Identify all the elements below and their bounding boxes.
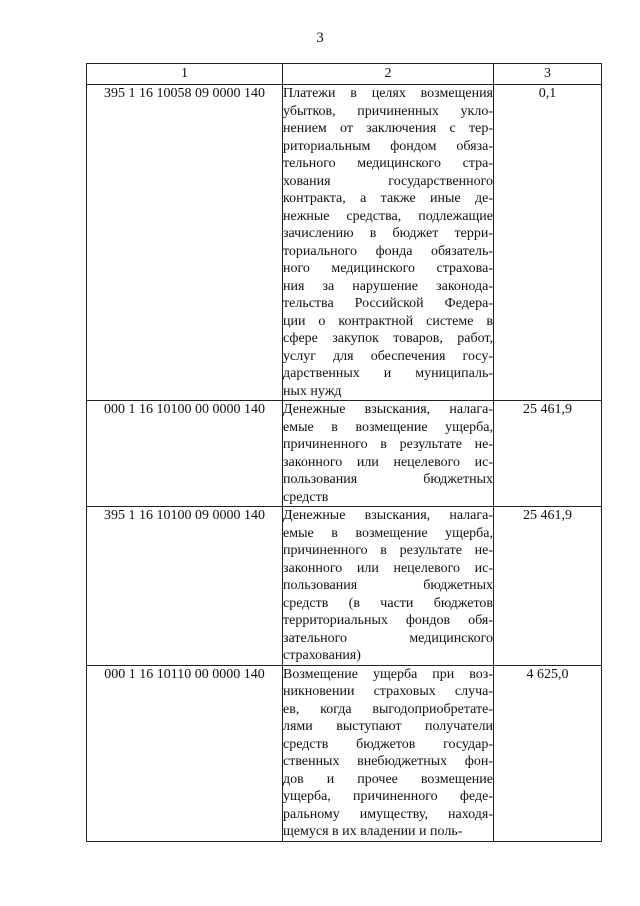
description-line: лями выступают получатели bbox=[283, 719, 493, 734]
description-line: ториального фонда обязатель- bbox=[283, 243, 493, 259]
description-line: Возмещение ущерба при воз- bbox=[283, 666, 493, 682]
description-line: тельства Российской Федера- bbox=[283, 296, 493, 311]
description-line: контракта, а также иные де- bbox=[283, 191, 493, 206]
description-line: причиненного в результате не- bbox=[283, 437, 493, 452]
column-header-code: 1 bbox=[87, 64, 283, 85]
table-row bbox=[87, 507, 602, 666]
table-header-row bbox=[87, 64, 602, 85]
description-line: территориальных фондов обя- bbox=[283, 613, 493, 628]
description-line: Денежные взыскания, налага- bbox=[283, 402, 493, 417]
description-line: ственных внебюджетных фон- bbox=[283, 754, 493, 769]
description-line: зательного медицинского bbox=[283, 630, 493, 646]
description-line: убытков, причиненных укло- bbox=[283, 103, 493, 119]
table-row bbox=[87, 401, 602, 507]
row-code: 395 1 16 10100 09 0000 140 bbox=[87, 507, 283, 666]
description-line: емые в возмещение ущерба, bbox=[283, 525, 493, 541]
description-line: средств (в части бюджетов bbox=[283, 595, 493, 611]
column-header-amount: 3 bbox=[494, 64, 602, 85]
table-body bbox=[87, 85, 602, 842]
description-line: нением от заключения с тер- bbox=[283, 121, 493, 136]
description-line: ного медицинского страхова- bbox=[283, 261, 493, 276]
row-amount: 4 625,0 bbox=[494, 665, 602, 841]
row-amount: 25 461,9 bbox=[494, 507, 602, 666]
description-line: никновении страховых случа- bbox=[283, 684, 493, 699]
description-line: пользования бюджетных bbox=[283, 578, 493, 593]
description-line: ральному имуществу, находя- bbox=[283, 806, 493, 822]
description-line: дарственных и муниципаль- bbox=[283, 366, 493, 381]
description-line: средств bbox=[283, 489, 329, 505]
description-line: емые в возмещение ущерба, bbox=[283, 419, 493, 435]
row-description bbox=[283, 507, 494, 666]
description-line: Денежные взыскания, налага- bbox=[283, 508, 493, 523]
description-line: законного или нецелевого ис- bbox=[283, 560, 493, 576]
description-line: Платежи в целях возмещения bbox=[283, 86, 493, 101]
row-description bbox=[283, 85, 494, 401]
row-amount: 25 461,9 bbox=[494, 401, 602, 507]
description-line: страхования) bbox=[283, 648, 361, 663]
description-line: пользования бюджетных bbox=[283, 472, 493, 487]
description-line: сфере закупок товаров, работ, bbox=[283, 331, 493, 346]
description-line: дов и прочее возмещение bbox=[283, 771, 493, 787]
row-code: 395 1 16 10058 09 0000 140 bbox=[87, 85, 283, 401]
description-line: нежные средства, подлежащие bbox=[283, 208, 493, 224]
description-line: ных нужд bbox=[283, 383, 342, 399]
description-line: ния за нарушение законода- bbox=[283, 278, 493, 294]
row-code: 000 1 16 10110 00 0000 140 bbox=[87, 665, 283, 841]
description-line: законного или нецелевого ис- bbox=[283, 454, 493, 470]
revenue-table bbox=[86, 63, 602, 842]
row-code: 000 1 16 10100 00 0000 140 bbox=[87, 401, 283, 507]
table-row bbox=[87, 665, 602, 841]
description-line: зачислению в бюджет терри- bbox=[283, 226, 493, 241]
row-description bbox=[283, 401, 494, 507]
description-line: услуг для обеспечения госу- bbox=[283, 348, 493, 364]
description-line: ев, когда выгодоприобретате- bbox=[283, 701, 493, 717]
description-line: тельного медицинского стра- bbox=[283, 156, 493, 171]
column-header-description: 2 bbox=[283, 64, 494, 85]
description-line: причиненного в результате не- bbox=[283, 543, 493, 558]
row-amount: 0,1 bbox=[494, 85, 602, 401]
page-number: 3 bbox=[316, 30, 324, 46]
description-line: риториальным фондом обяза- bbox=[283, 138, 493, 154]
description-line: щемуся в их владении и поль- bbox=[283, 824, 463, 839]
row-description bbox=[283, 665, 494, 841]
description-line: средств бюджетов государ- bbox=[283, 736, 493, 752]
description-line: ущерба, причиненного феде- bbox=[283, 789, 493, 804]
table-row bbox=[87, 85, 602, 401]
description-line: хования государственного bbox=[283, 173, 493, 189]
description-line: ции о контрактной системе в bbox=[283, 313, 493, 329]
